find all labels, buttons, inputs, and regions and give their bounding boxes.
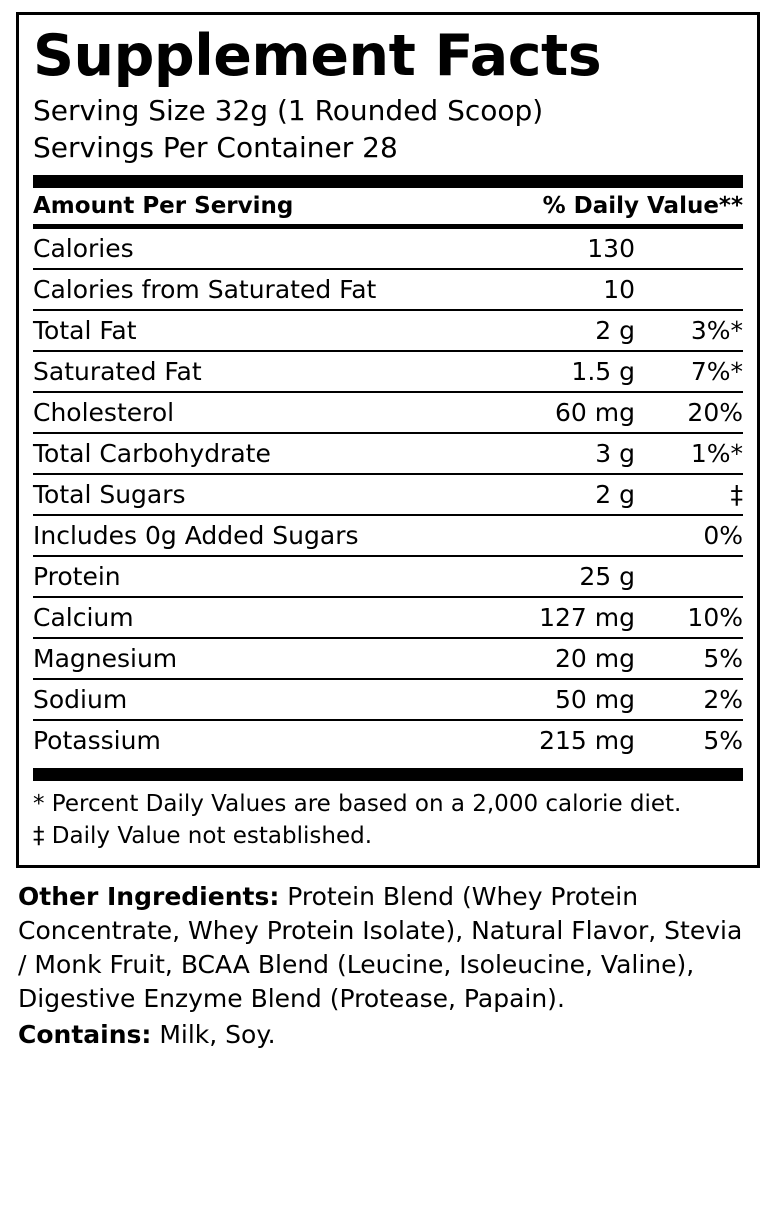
nutrition-rows [33, 229, 743, 760]
table-row [33, 720, 743, 760]
table-row [33, 310, 743, 351]
supplement-facts-panel [16, 12, 760, 868]
table-row [33, 229, 743, 269]
row-amount: 60 mg [504, 392, 635, 433]
row-dv [635, 269, 743, 310]
table-row [33, 433, 743, 474]
row-amount: 130 [504, 229, 635, 269]
row-dv: 1%* [635, 433, 743, 474]
table-row [33, 556, 743, 597]
contains-statement [16, 1016, 760, 1052]
row-name: Total Carbohydrate [33, 433, 504, 474]
row-dv: ‡ [635, 474, 743, 515]
row-dv [635, 229, 743, 269]
row-name: Sodium [33, 679, 504, 720]
row-amount: 25 g [504, 556, 635, 597]
row-name: Total Fat [33, 310, 504, 351]
row-name: Calories from Saturated Fat [33, 269, 504, 310]
row-dv: 5% [635, 638, 743, 679]
row-name: Total Sugars [33, 474, 504, 515]
row-name: Calories [33, 229, 504, 269]
row-amount: 2 g [504, 310, 635, 351]
serving-size-text: Serving Size 32g (1 Rounded Scoop) [33, 93, 544, 127]
row-dv: 3%* [635, 310, 743, 351]
table-row [33, 269, 743, 310]
other-ingredients-text: Protein Blend (Whey Protein Concentrate, Whey Protein Isolate), Natural Flavor, Stevia / Monk Fruit, BCAA Blend (Leucine, Isoleucine, Valine), Digestive Enzyme Blend (Protease, Papain). [18, 882, 743, 1014]
row-dv: 7%* [635, 351, 743, 392]
row-amount: 50 mg [504, 679, 635, 720]
contains-text: Milk, Soy. [151, 1020, 276, 1050]
row-dv: 0% [635, 515, 743, 556]
row-amount: 2 g [504, 474, 635, 515]
footnote-dv-not-established: ‡ Daily Value not established. [33, 823, 373, 850]
servings-per-container-text: Servings Per Container 28 [33, 130, 398, 164]
row-dv: 10% [635, 597, 743, 638]
row-name: Potassium [33, 725, 161, 755]
table-row [33, 679, 743, 720]
table-header-row [33, 188, 743, 224]
table-row [33, 638, 743, 679]
row-dv: 20% [635, 392, 743, 433]
row-amount: 1.5 g [504, 351, 635, 392]
header-amount-per-serving: Amount Per Serving [33, 192, 294, 219]
row-amount: 10 [504, 269, 635, 310]
page-title: Supplement Facts [33, 23, 602, 89]
table-row [33, 351, 743, 392]
header-daily-value: % Daily Value** [542, 192, 743, 219]
row-name: Saturated Fat [33, 351, 504, 392]
row-name: Protein [33, 556, 504, 597]
row-name: Magnesium [33, 638, 504, 679]
other-ingredients [16, 868, 760, 1016]
contains-label: Contains: [18, 1020, 152, 1050]
row-amount: 20 mg [504, 638, 635, 679]
nutrition-table [33, 188, 743, 224]
row-amount: 3 g [504, 433, 635, 474]
table-row [33, 474, 743, 515]
table-row [33, 392, 743, 433]
row-amount: 127 mg [504, 597, 635, 638]
footnote-daily-values: * Percent Daily Values are based on a 2,000 calorie diet. [33, 790, 682, 817]
table-row [33, 597, 743, 638]
other-ingredients-label: Other Ingredients: [18, 882, 280, 912]
row-name: Cholesterol [33, 392, 504, 433]
row-dv: 5% [703, 725, 743, 755]
row-amount [504, 515, 635, 556]
row-dv [635, 556, 743, 597]
row-dv: 2% [635, 679, 743, 720]
row-name: Includes 0g Added Sugars [33, 515, 504, 556]
table-row [33, 515, 743, 556]
row-name: Calcium [33, 597, 504, 638]
row-amount: 215 mg [539, 725, 635, 755]
divider-thick-bottom [33, 768, 743, 781]
divider-thick-top [33, 175, 743, 188]
